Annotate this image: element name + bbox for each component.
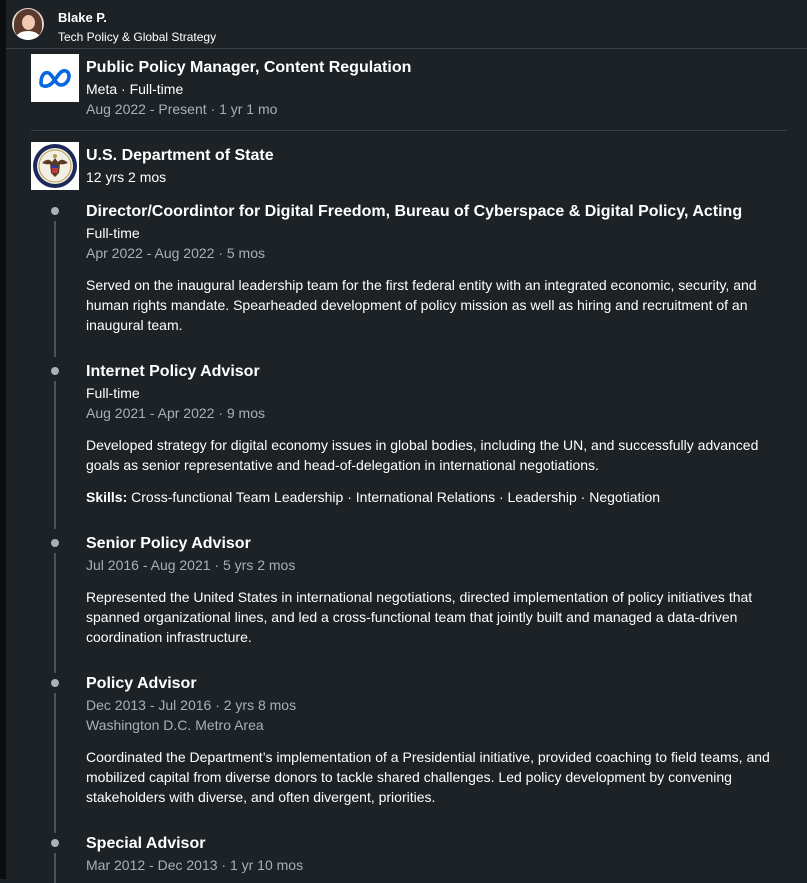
timeline-dot [51,367,59,375]
role-title[interactable]: Policy Advisor [86,675,197,692]
role-type: Full-time [86,385,140,401]
role-dates: Dec 2013 - Jul 2016 · 2 yrs 8 mos [86,697,297,713]
role-location: Washington D.C. Metro Area [86,717,264,733]
timeline-line [54,553,56,673]
role-type: Full-time [86,225,140,241]
user-headline: Tech Policy & Global Strategy [58,30,217,44]
position-title[interactable]: Public Policy Manager, Content Regulation [86,59,412,76]
role-dates: Mar 2012 - Dec 2013 · 1 yr 10 mos [86,857,304,873]
role-title[interactable]: Director/Coordintor for Digital Freedom, Bureau of Cyberspace & Digital Policy, Acting [86,203,743,220]
profile-sticky-header [6,0,807,49]
date-range: Aug 2022 - Present · 1 yr 1 mo [86,101,278,117]
timeline-dot [51,207,59,215]
total-duration: 12 yrs 2 mos [86,169,167,185]
timeline-dot [51,539,59,547]
state-department-seal-icon[interactable] [31,142,79,190]
role-description: Served on the inaugural leadership team for the first federal entity with an integrated economic, security, and human rights mandate. Spearheaded development of policy mission as well as hiring and recruitment of an inaugural team. [86,277,757,333]
role-dates: Aug 2021 - Apr 2022 · 9 mos [86,405,265,421]
timeline-line [54,381,56,529]
role-dates: Jul 2016 - Aug 2021 · 5 yrs 2 mos [86,557,296,573]
timeline-dot [51,839,59,847]
company-name[interactable]: U.S. Department of State [86,147,274,164]
meta-logo-icon[interactable] [31,54,79,102]
timeline-dot [51,679,59,687]
timeline-line [54,221,56,357]
role-title[interactable]: Senior Policy Advisor [86,535,251,552]
skills-label: Skills: [86,489,128,505]
divider [31,130,787,131]
company-and-type: Meta · Full-time [86,81,184,97]
user-name[interactable]: Blake P. [58,10,107,25]
role-description: Represented the United States in international negotiations, directed implementation of policy initiatives that spanned organizational lines, and led a cross-functional team that jointly built and managed a data-driven coordination infrastructure. [86,589,753,645]
role-description: Developed strategy for digital economy issues in global bodies, including the UN, and successfully advanced goals as senior representative and head-of-delegation in international negotiations. [86,437,759,473]
role-dates: Apr 2022 - Aug 2022 · 5 mos [86,245,265,261]
avatar[interactable] [12,8,44,40]
experience-section [6,49,807,879]
role-title[interactable]: Internet Policy Advisor [86,363,260,380]
timeline-line [54,693,56,833]
role-skills[interactable] [86,489,660,505]
skills-list: Cross-functional Team Leadership · International Relations · Leadership · Negotiation [131,489,661,505]
role-description: Coordinated the Department’s implementation of a Presidential initiative, provided coaching to field teams, and mobilized capital from diverse donors to tackle shared challenges. Led policy development by convening stakeholders with diverse, and often divergent, priorities. [86,749,770,805]
role-title[interactable]: Special Advisor [86,835,206,852]
